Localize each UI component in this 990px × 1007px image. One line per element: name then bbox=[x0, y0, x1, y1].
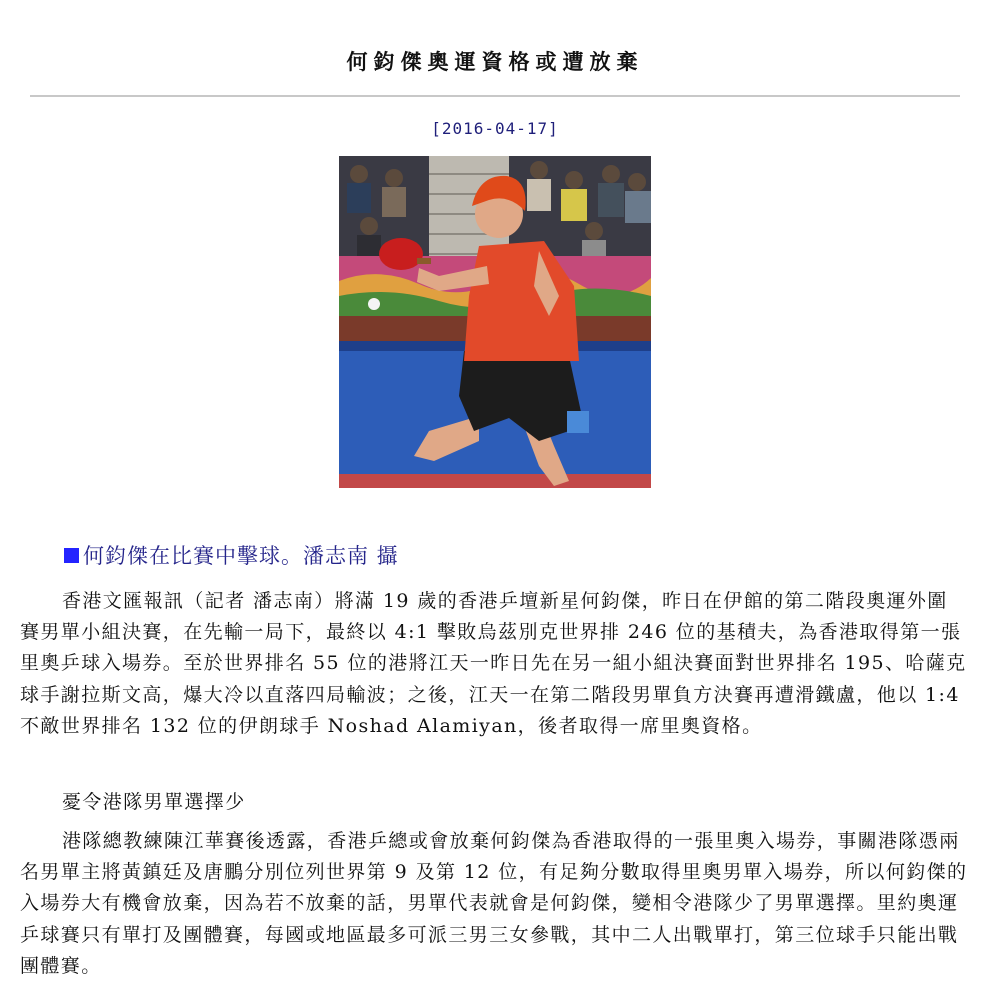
article-paragraph-2: 港隊總教練陳江華賽後透露，香港乒總或會放棄何鈞傑為香港取得的一張里奧入場券，事關港隊憑兩名男單主將黃鎮廷及唐鵬分別位列世界第 9 及第 12 位，有足夠分數取得里奧男單入場券，所以何鈞傑的入場券大有機會放棄，因為若不放棄的話，男單代表就會是何鈞傑，變相令港隊少了男單選擇。里約奧運乒球賽只有單打及團體賽，每國或地區最多可派三男三女參戰，其中二人出戰單打，第三位球手只能出戰團體賽。 bbox=[20, 830, 968, 977]
article-paragraph-1: 香港文匯報訊（記者 潘志南）將滿 19 歲的香港乒壇新星何鈞傑，昨日在伊館的第二階段奧運外圍賽男單小組決賽，在先輸一局下，最終以 4:1 擊敗烏茲別克世界排 246 位的基積夫，為香港取得第一張里奧乒球入場券。至於世界排名 55 位的港將江天一昨日先在另一組小組決賽面對世界排名 195、哈薩克球手謝拉斯文高，爆大冷以直落四局輸波；之後，江天一在第二階段男單負方決賽再遭滑鐵盧，他以 1:4 不敵世界排名 132 位的伊朗球手 Noshad Alamiyan，後者取得一席里奧資格。 bbox=[20, 590, 967, 737]
article-photo bbox=[339, 156, 651, 488]
title-divider bbox=[30, 95, 960, 97]
article-date: [2016-04-17] bbox=[431, 119, 559, 138]
caption-marker-icon bbox=[64, 548, 79, 563]
photo-caption-text: 何鈞傑在比賽中擊球。潘志南 攝 bbox=[83, 544, 399, 568]
article-subheading: 憂令港隊男單選擇少 bbox=[62, 791, 246, 813]
article-title: 何鈞傑奧運資格或遭放棄 bbox=[346, 49, 644, 74]
photo-caption bbox=[64, 540, 399, 570]
